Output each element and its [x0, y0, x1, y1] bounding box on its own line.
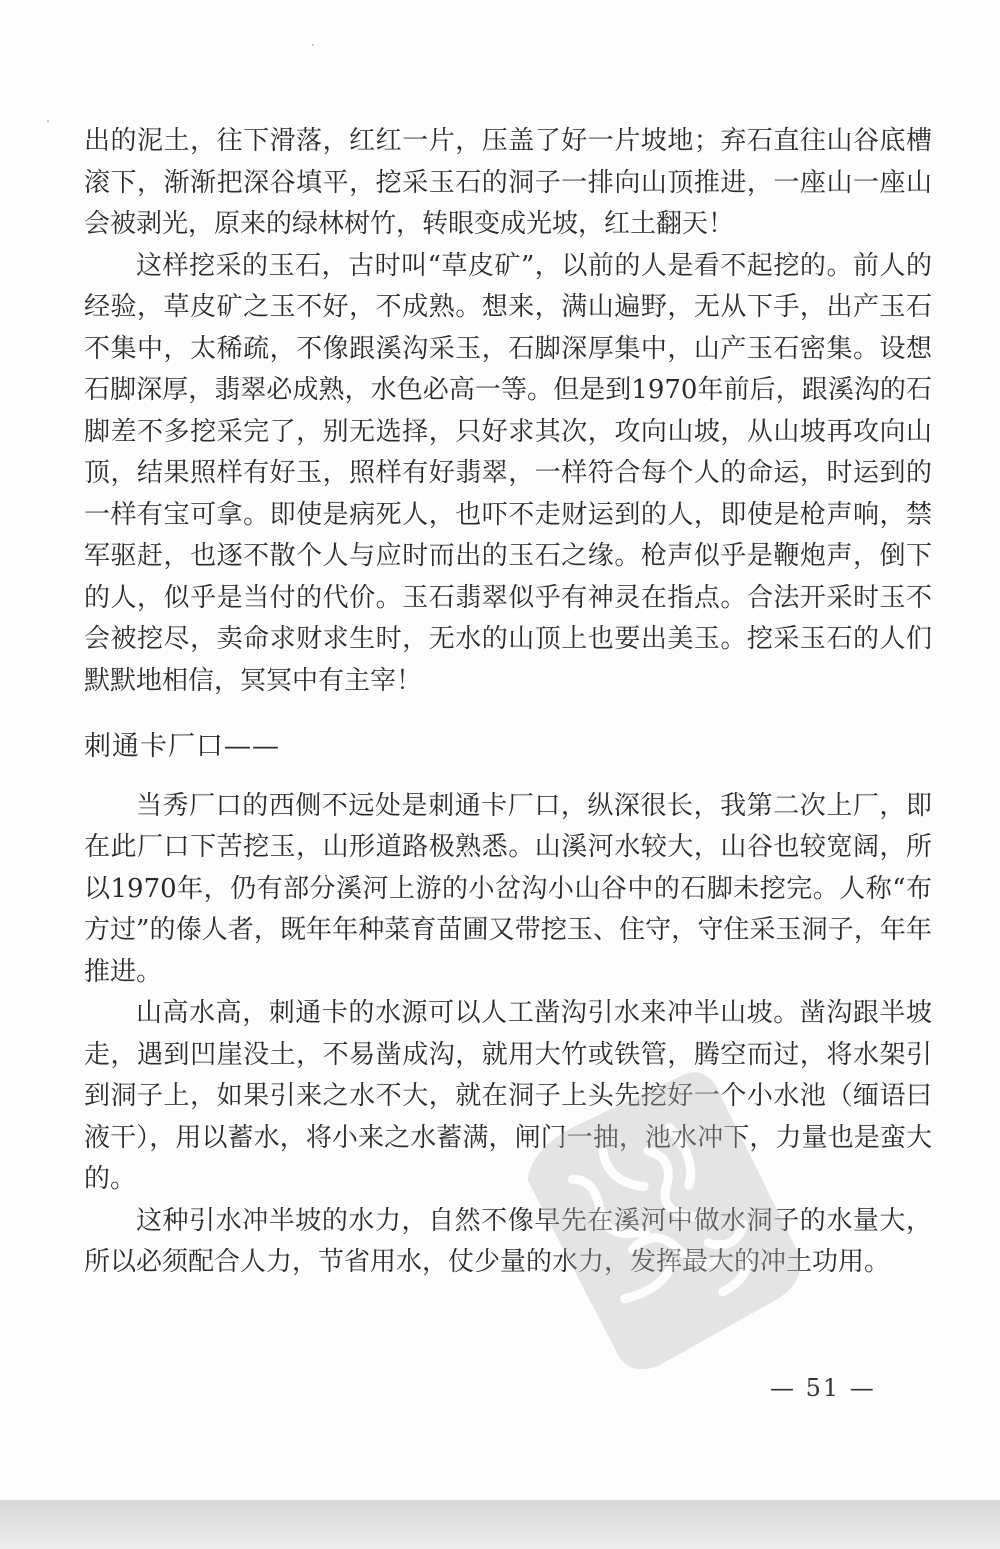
paper-speck — [47, 120, 49, 122]
paragraphs-after-heading — [84, 786, 932, 1284]
paragraph: 这样挖采的玉石，古时叫“草皮矿”，以前的人是看不起挖的。前人的经验，草皮矿之玉不好，不成熟。想来，满山遍野，无从下手，出产玉石不集中，太稀疏，不像跟溪沟采玉，石脚深厚集中，山产玉石密集。设想石脚深厚，翡翠必成熟，水色必高一等。但是到1970年前后，跟溪沟的石脚差不多挖采完了，别无选择，只好求其次，攻向山坡，从山坡再攻向山顶，结果照样有好玉，照样有好翡翠，一样符合每个人的命运，时运到的一样有宝可拿。即使是病死人，也吓不走财运到的人，即使是枪声响，禁军驱赶，也逐不散个人与应时而出的玉石之缘。枪声似乎是鞭炮声，倒下的人，似乎是当付的代价。玉石翡翠似乎有神灵在指点。合法开采时玉不会被挖尽，卖命求财求生时，无水的山顶上也要出美玉。挖采玉石的人们默默地相信，冥冥中有主宰！ — [84, 250, 932, 696]
section-heading: 刺通卡厂口—— — [84, 731, 280, 762]
paragraph: 这种引水冲半坡的水力，自然不像早先在溪河中做水洞子的水量大，所以必须配合人力，节省用水，仗少量的水力，发挥最大的冲土功用。 — [84, 1205, 932, 1277]
paragraph: 山高水高，刺通卡的水源可以人工凿沟引水来冲半山坡。凿沟跟半坡走，遇到凹崖没土，不易凿成沟，就用大竹或铁管，腾空而过，将水架引到洞子上，如果引来之水不大，就在洞子上头先挖好一个小水池（缅语曰液干），用以蓄水，将小来之水蓄满，闸门一抽，池水冲下，力量也是蛮大的。 — [84, 998, 932, 1194]
paragraph: 出的泥土，往下滑落，红红一片，压盖了好一片坡地；弃石直往山谷底槽滚下，渐渐把深谷填平，挖采玉石的洞子一排向山顶推进，一座山一座山会被剥光，原来的绿林树竹，转眼变成光坡，红土翻天！ — [84, 126, 932, 239]
page-text — [84, 121, 932, 1284]
paragraphs-before-heading — [84, 121, 932, 702]
page-number: — 51 — — [770, 1374, 876, 1402]
paper-speck — [312, 44, 314, 46]
paragraph: 当秀厂口的西侧不远处是刺通卡厂口，纵深很长，我第二次上厂，即在此厂口下苦挖玉，山形道路极熟悉。山溪河水较大，山谷也较宽阔，所以1970年，仍有部分溪河上游的小岔沟小山谷中的石脚未挖完。人称“布方过”的傣人者，既年年种菜育苗圃又带挖玉、住守，守住采玉洞子，年年推进。 — [84, 790, 932, 987]
scan-bottom-margin — [0, 1500, 1000, 1549]
